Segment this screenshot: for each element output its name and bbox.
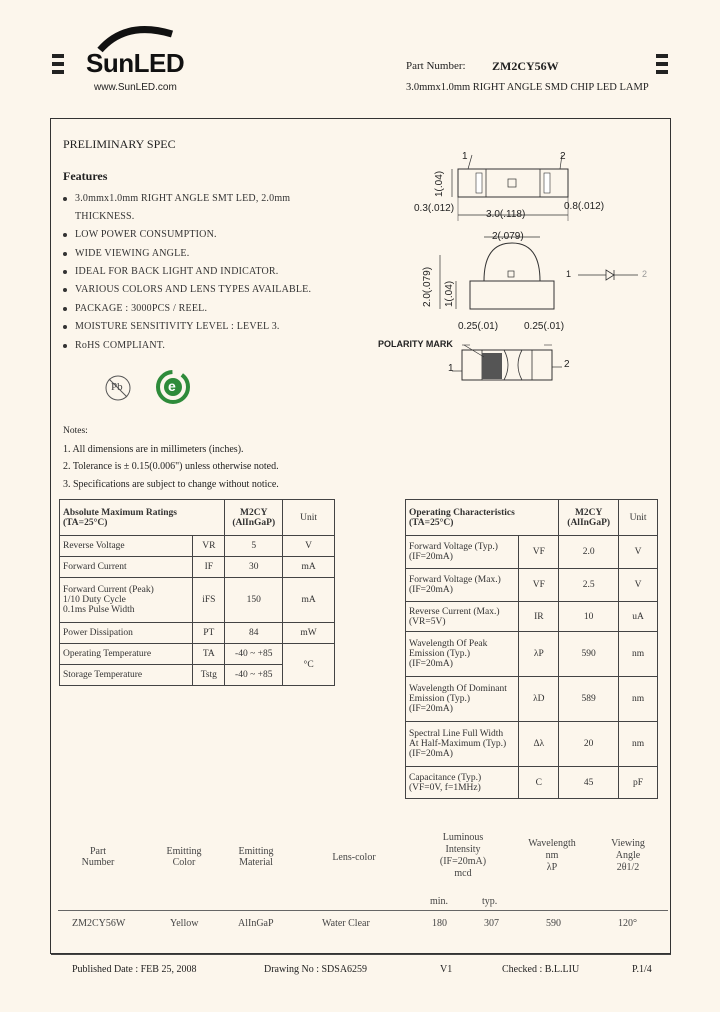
table-row: Capacitance (Typ.) (VF=0V, f=1MHz) C 45 pF xyxy=(406,767,658,799)
abs-max-col-unit: Unit xyxy=(283,500,335,536)
rohs-icon xyxy=(156,370,190,404)
row-lens: Water Clear xyxy=(322,918,370,929)
rohs-e-text: e xyxy=(168,378,176,394)
sub-typ: typ. xyxy=(482,896,498,907)
pin2-label: 2 xyxy=(560,151,566,162)
schematic-pin2-label: 2 xyxy=(642,269,648,279)
note-item: 2. Tolerance is ± 0.15(0.006") unless otherwise noted. xyxy=(63,461,279,472)
checked-by: Checked : B.L.LIU xyxy=(502,964,580,975)
corner-mark xyxy=(52,54,64,58)
features-title: Features xyxy=(63,169,108,183)
feature-item: 3.0mmx1.0mm RIGHT ANGLE SMT LED, 2.0mm xyxy=(63,193,290,204)
col-color-header: Emitting Color xyxy=(166,846,202,868)
schematic-pin1-label: 1 xyxy=(566,269,572,279)
sub-min: min. xyxy=(430,896,449,907)
version: V1 xyxy=(440,964,453,975)
feature-item: IDEAL FOR BACK LIGHT AND INDICATOR. xyxy=(63,266,278,277)
part-number-label: Part Number: xyxy=(406,60,466,72)
dim-pad-b: 0.25(.01) xyxy=(524,321,565,332)
corner-mark xyxy=(656,62,668,66)
polarity-mark-label: POLARITY MARK xyxy=(378,339,453,349)
feature-item-cont: THICKNESS. xyxy=(75,211,135,222)
website-link[interactable]: www.SunLED.com xyxy=(94,82,177,93)
row-wavelength: 590 xyxy=(546,918,561,929)
part-number: ZM2CY56W xyxy=(492,59,559,73)
pin1-label: 1 xyxy=(462,151,468,162)
corner-mark xyxy=(52,70,64,74)
col-material-header: Emitting Material xyxy=(238,846,274,868)
table-row: Spectral Line Full Width At Half-Maximum (Typ.) (IF=20mA) Δλ 20 nm xyxy=(406,722,658,767)
feature-item: PACKAGE : 3000PCS / REEL. xyxy=(63,303,207,314)
abs-max-table xyxy=(59,499,335,686)
col-luminous-header: Luminous Intensity (IF=20mA) mcd xyxy=(439,832,487,879)
corner-mark xyxy=(656,70,668,74)
note-item: 1. All dimensions are in millimeters (inches). xyxy=(63,444,244,455)
row-typ: 307 xyxy=(484,918,499,929)
row-min: 180 xyxy=(432,918,447,929)
notes-title: Notes: xyxy=(63,426,88,436)
published-date: Published Date : FEB 25, 2008 xyxy=(72,964,197,975)
dim-pad-a: 0.25(.01) xyxy=(458,321,499,332)
dim-pad-right: 0.8(.012) xyxy=(564,201,605,212)
table-row: Operating Temperature TA -40 ~ +85 °C xyxy=(60,644,335,665)
op-char-col-unit: Unit xyxy=(619,500,658,536)
pb-text: Pb xyxy=(111,381,123,393)
dim-pad-left: 0.3(.012) xyxy=(414,203,455,214)
drawing-number: Drawing No : SDSA6259 xyxy=(264,964,368,975)
op-char-col-m2cy: M2CY (AlInGaP) xyxy=(559,500,619,536)
note-item: 3. Specifications are subject to change without notice. xyxy=(63,479,279,490)
table-row: Power Dissipation PT 84 mW xyxy=(60,623,335,644)
row-material: AlInGaP xyxy=(238,918,274,929)
divider xyxy=(58,910,668,911)
bottom-pin1-label: 1 xyxy=(448,363,454,374)
pb-free-icon xyxy=(104,374,132,402)
logo-text: SunLED xyxy=(86,48,185,78)
op-char-header: Operating Characteristics (TA=25°C) xyxy=(406,500,559,536)
dim-top-width: 2(.079) xyxy=(492,231,524,242)
table-row: Forward Voltage (Max.) (IF=20mA) VF 2.5 V xyxy=(406,569,658,602)
table-row: Wavelength Of Dominant Emission (Typ.) (IF=20mA) λD 589 nm xyxy=(406,677,658,722)
abs-max-header: Absolute Maximum Ratings (TA=25°C) xyxy=(60,500,225,536)
dim-height: 1(.04) xyxy=(434,170,445,197)
feature-item: MOISTURE SENSITIVITY LEVEL : LEVEL 3. xyxy=(63,321,280,332)
op-char-table xyxy=(405,499,658,799)
feature-item: WIDE VIEWING ANGLE. xyxy=(63,248,189,259)
package-drawing xyxy=(378,145,665,385)
table-row: Forward Voltage (Typ.) (IF=20mA) VF 2.0 V xyxy=(406,536,658,569)
col-wavelength-header: Wavelength nm λP xyxy=(528,838,576,873)
dim-side-height: 2.0(.079) xyxy=(422,266,433,307)
row-part: ZM2CY56W xyxy=(72,918,126,929)
abs-max-col-m2cy: M2CY (AlInGaP) xyxy=(225,500,283,536)
table-row: Wavelength Of Peak Emission (Typ.) (IF=20mA) λP 590 nm xyxy=(406,632,658,677)
luminous-table xyxy=(58,830,668,940)
corner-mark xyxy=(656,54,668,58)
footer-divider xyxy=(51,954,671,955)
corner-mark xyxy=(52,62,64,66)
part-description: 3.0mmx1.0mm RIGHT ANGLE SMD CHIP LED LAMP xyxy=(406,82,649,93)
col-lens-header: Lens-color xyxy=(332,852,376,863)
table-row: Forward Current IF 30 mA xyxy=(60,557,335,578)
spec-title: PRELIMINARY SPEC xyxy=(63,137,176,151)
row-angle: 120° xyxy=(618,918,637,929)
sunled-logo xyxy=(86,24,196,96)
col-viewing-header: Viewing Angle 2θ1/2 xyxy=(611,838,645,873)
table-row: Forward Current (Peak) 1/10 Duty Cycle 0.1ms Pulse Width iFS 150 mA xyxy=(60,578,335,623)
bottom-pin2-label: 2 xyxy=(564,359,570,370)
col-part-header: Part Number xyxy=(81,846,115,868)
feature-item: LOW POWER CONSUMPTION. xyxy=(63,229,217,240)
feature-item: RoHS COMPLIANT. xyxy=(63,340,165,351)
table-row: Reverse Current (Max.) (VR=5V) IR 10 uA xyxy=(406,602,658,632)
page-number: P.1/4 xyxy=(632,964,652,975)
table-row: Storage Temperature Tstg -40 ~ +85 xyxy=(60,665,335,686)
dim-side-height2: 1(.04) xyxy=(444,280,455,307)
table-row: Reverse Voltage VR 5 V xyxy=(60,536,335,557)
feature-item: VARIOUS COLORS AND LENS TYPES AVAILABLE. xyxy=(63,284,311,295)
dim-width: 3.0(.118) xyxy=(486,209,526,220)
row-color: Yellow xyxy=(170,918,199,929)
